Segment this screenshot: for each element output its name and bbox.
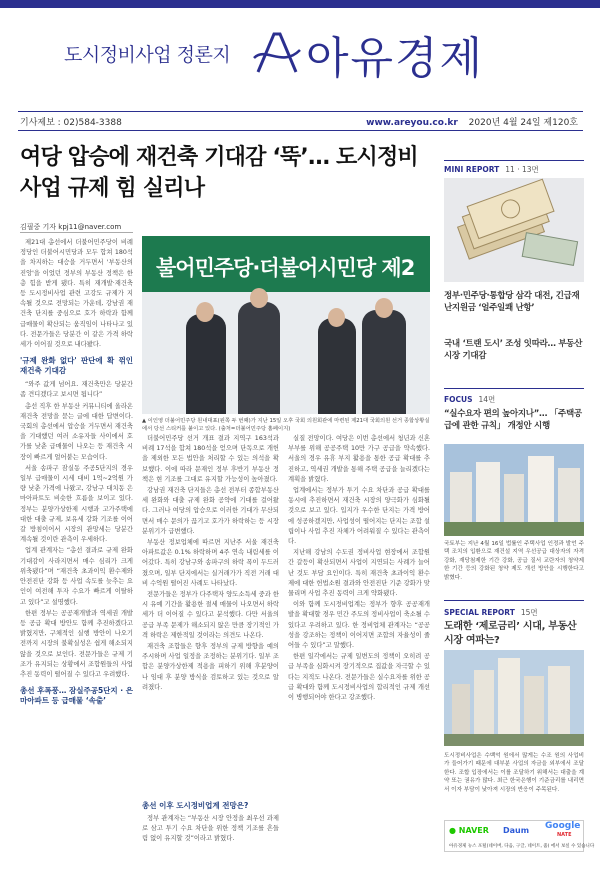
article-paragraph: 업계에서는 정부가 투기 수요 차단과 공급 확대를 동시에 추진하면서 재건축 시장의 양극화가 심화될 것으로 보고 있다. 입지가 우수한 단지는 가격 방어에 성공하겠지만, 사업성이 떨어지는 단지는 조합 설립이나 사업 추진 자체가 어려워질 수 있다는 관측이다. — [288, 487, 430, 546]
special-report-title[interactable]: 도래한 ‘제로금리’ 시대, 부동산 시장 여파는? — [444, 621, 577, 646]
article-paragraph: 이와 함께 도시정비업계는 정부가 향후 공공재개발을 확대할 경우 민간 주도의 정비사업이 축소될 수 있다고 우려하고 있다. 한 정비업체 관계자는 “공공성을 강조하는 정책이 이어지면 조합의 자율성이 줄어들 수 있다”고 말했다. — [288, 601, 430, 650]
special-report-body: 도시정비사업은 수백억 원에서 많게는 수조 원의 사업비가 들어가기 때문에 대부분 사업의 자금을 외부에서 조달한다. 조합 입장에서는 이를 조달하기 위해서는 대출을 계약 또는 권유가 많다. 최근 한국은행이 기준금리를 내리면서 이자 부담이 낮아져 시장의 반응이 주목된다. — [444, 753, 584, 793]
focus-image — [444, 444, 584, 536]
mini-report-image — [444, 178, 584, 282]
article-paragraph: “와주 값게 넘어요. 재건축만은 당분간 좀 견디겠다고 보시면 됩니다” — [20, 381, 133, 399]
article-paragraph: 전문가들은 정부가 다주택자 양도소득세 중과 한시 유예 기간을 활용한 절세 매물이 나오면서 하락세가 더 이어질 수 있다고 분석했다. 다만 서울의 공급 부족 문제가 해소되지 않은 만큼 장기적인 가격 하락은 제한적일 것이라는 의견도 나온다. — [142, 591, 279, 639]
apartment-complex-icon — [444, 444, 584, 536]
money-stack-icon — [444, 178, 584, 282]
mini-report-title-1[interactable]: 정부·민주당·통합당 삼각 대전, 긴급재난지원금 ‘얼주일쾌 난항’ — [444, 291, 580, 313]
article-paragraph: 한편 정부는 공공재개발과 역세권 개발 등 공급 확대 방안도 함께 추진하겠다고 밝혔지만, 구체적인 실행 방안이 나오기 전까지 시장의 불확실성은 쉽게 해소되지 않을 것으로 보인다. 전문가들은 규제 기조가 유지되는 상황에서 조합원들의 사업 추진 동력이 떨어질 수 있다고 우려했다. — [20, 609, 133, 678]
portal-banner[interactable] — [444, 820, 595, 852]
photo-person — [238, 302, 280, 414]
tip-phone: 기사제보 : 02)584-3388 — [20, 118, 122, 128]
article-headline — [20, 142, 430, 204]
issue-info — [366, 115, 578, 128]
sidebar-rule — [444, 388, 584, 389]
headline-line-1: 여당 압승에 재건축 기대감 ‘뚝’… 도시정비 — [20, 145, 418, 170]
byline-rule — [20, 232, 133, 233]
masthead-top-bar — [0, 0, 600, 8]
photo-person — [186, 314, 226, 414]
article-paragraph: 더불어민주당 선거 개표 결과 지역구 163석과 비례 17석을 합쳐 180석을 얻으며 단독으로 개헌을 제외한 모든 법안을 처리할 수 있는 의석을 확보했다. 이에 따라 문재인 정부 후반기 부동산 정책은 현 기조를 그대로 유지할 가능성이 높아졌다. — [142, 435, 279, 483]
focus-tag — [444, 394, 495, 405]
photo-person-head — [196, 302, 214, 322]
article-paragraph: 한편 일각에서는 규제 일변도의 정책이 오히려 공급 부족을 심화시켜 장기적으로 집값을 자극할 수 있다는 지적도 나온다. 전문가들은 실수요자를 위한 공급 확대와 함께 도시정비사업의 합리적인 규제 개선이 병행되어야 한다고 강조했다. — [288, 653, 430, 702]
article-column-2 — [142, 434, 279, 796]
apartment-towers-icon — [444, 650, 584, 746]
focus-page: 14면 — [478, 395, 496, 404]
focus-label: FOCUS — [444, 395, 473, 404]
article-subhead: 총선 이후 도시정비업계 전망은? — [142, 801, 249, 810]
article-paragraph: 부동산 정보업체에 따르면 지난주 서울 재건축 아파트값은 0.1% 하락하며 4주 연속 내림세를 이어갔다. 특히 강남구와 송파구의 하락 폭이 두드러졌으며, 일부 단지에서는 실거래가가 직전 거래 대비 수억원 떨어진 사례도 나타났다. — [142, 539, 279, 587]
article-paragraph: 강남권 재건축 단지들은 총선 전부터 종합부동산세 완화와 대출 규제 완화 공약에 기대를 걸어왔다. 그러나 여당의 압승으로 이러한 기대가 무산되면서 매수 문의가 끊기고 호가가 하락하는 등 시장 분위기가 급변했다. — [142, 487, 279, 535]
article-column-2-tail — [142, 814, 279, 870]
article-subhead: 총선 후폭풍… 잠실주공5단지 · 은마아파트 등 급매물 ‘속출’ — [20, 686, 133, 706]
info-bar — [0, 112, 600, 130]
article-subhead: '규제 완화 없다' 판단에 확 꺾인 재건축 기대감 — [20, 356, 133, 376]
google-logo: Google — [545, 821, 581, 831]
sidebar-rule — [444, 160, 584, 161]
article-paragraph: 업계 관계자는 “총선 결과로 규제 완화 기대감이 사라지면서 매수 심리가 크게 위축됐다”며 “재건축 초과이익 환수제와 안전진단 강화 등 사업 속도를 늦추는 요인이 여전해 투자 수요가 빠르게 이탈하고 있다”고 설명했다. — [20, 547, 133, 606]
masthead-logo: 아유경제 — [306, 33, 485, 84]
nate-logo: NATE — [557, 832, 572, 838]
article-photo — [142, 236, 430, 414]
mini-report-page: 11 · 13면 — [505, 165, 539, 174]
masthead-tagline: 도시정비사업 정론지 — [64, 44, 231, 66]
mini-report-title-2[interactable]: 국내 ‘트랜 도시’ 조성 잇따라… 부동산시장 기대감 — [444, 339, 583, 361]
article-paragraph: 정부 관계자는 “부동산 시장 안정을 최우선 과제로 삼고 투기 수요 차단을 위한 정책 기조를 흔들림 없이 유지할 것”이라고 밝혔다. — [142, 815, 279, 843]
issue-date: 2020년 4월 24일 제120호 — [468, 118, 578, 128]
special-report-page: 15면 — [520, 608, 538, 617]
special-report-tag — [444, 607, 538, 618]
mini-report-tag — [444, 164, 539, 175]
special-report-label: SPECIAL REPORT — [444, 608, 515, 617]
article-paragraph: 총선 직후 한 부동산 커뮤니티에 올라온 재건축 전망을 묻는 글에 대한 답변이다. 국회의 총선에서 압승을 거두면서 재건축을 기대했던 여러 소유자들 사이에서 호가를 낮춘 급매물이 나오는 등 재건축 시장이 빠르게 얼어붙는 모습이다. — [20, 402, 133, 461]
headline-line-2: 사업 규제 힘 실리나 — [20, 176, 205, 201]
sidebar-rule — [444, 600, 584, 601]
logo-mark-icon — [252, 28, 302, 78]
article-paragraph: 서울 송파구 잠실동 주공5단지의 경우 일부 급매물이 시세 대비 1억~2억원 가량 낮춘 가격에 나왔고, 강남구 대치동 은마아파트도 비슷한 흐름을 보이고 있다. 정부는 분양가상한제 시행과 고가주택에 대한 대출 규제, 보유세 강화 기조를 이어갈 방침이어서 시장의 관망세는 당분간 계속될 것이란 관측이 우세하다. — [20, 464, 133, 544]
focus-body: 국토부는 지난 4월 16일 법률인 주택사업 인정과 발언 주택 조치의 입환으로 재건설 지역 우선공급 대상자의 자격 강화, 재당첨제한 기간 강화, 공급 질서 교란자의 청약제한 기간 등의 강화된 청약 제도 개선 방안을 시행한다고 밝혔다. — [444, 541, 584, 581]
photo-person-head — [328, 308, 345, 327]
article-paragraph: 제21대 총선에서 더불어민주당이 비례정당인 더불어시민당과 모두 합쳐 180석을 차지하는 대승을 거두면서 '부동산의 진앙'을 이었던 정부의 부동산 정책은 한층 힘을 받게 됐다. 특히 재개발·재건축 등 도시정비사업 관련 고강도 규제가 지속될 것으로 전망되는 가운데, 강남권 재건축 단지를 중심으로 호가 하락과 함께 급매물이 확산되는 움직임이 나타나고 있다. 전문가들은 당분간 이 같은 가격 하락세가 이어질 것으로 내다봤다. — [20, 239, 133, 349]
daum-logo: Daum — [503, 826, 530, 835]
portal-note: 아유경제 뉴스 포털(네이버, 다음, 구글, 네이트, 줌) 에서 보실 수 있습니다 — [449, 844, 595, 849]
site-link[interactable]: www.areyou.co.kr — [366, 118, 458, 128]
article-paragraph: 재건축 조합들은 향후 정부의 규제 방향을 예의주시하며 사업 일정을 조정하는 분위기다. 일부 조합은 분양가상한제 적용을 피하기 위해 후분양이나 임대 후 분양 방식을 검토하고 있는 것으로 알려졌다. — [142, 643, 279, 691]
info-rule-bottom — [18, 130, 583, 131]
photo-person-head — [375, 298, 393, 318]
article-paragraph: 지난해 강남의 수도권 정비사업 현장에서 조합원 간 갈등이 확산되면서 사업이 지연되는 사례가 늘어난 것도 부담 요인이다. 특히 재건축 초과이익 환수제에 대한 헌법소원 결과와 안전진단 기준 강화가 맞물리며 사업 추진 동력이 크게 약화됐다. — [288, 549, 430, 598]
photo-caption: ▲ 이인영 더불어민주당 원내대표(왼쪽 두 번째)가 지난 15일 오후 국회 의원회관에 마련된 제21대 국회의원 선거 종합상황실에서 당선 스티커를 붙이고 있다. (출처=더불어민주당 홈페이지) — [142, 418, 430, 432]
article-paragraph: 실질 전망이다. 여당은 이번 총선에서 청년과 신혼부부를 위해 공공주택 10만 가구 공급을 약속했다. 서울의 경우 유휴 부지 활용을 통한 공급 확대를 추진하고, 역세권 개발을 통해 주택 공급을 늘리겠다는 계획을 밝혔다. — [288, 435, 430, 483]
photo-person — [362, 310, 406, 414]
photo-person — [318, 318, 356, 414]
photo-banner-text: 불어민주당·더불어시민당 제2 — [156, 256, 415, 280]
article-column-3 — [288, 434, 430, 870]
focus-title[interactable]: “실수요자 편의 높아지나”… 「주택공급에 관한 규칙」 개정안 시행 — [444, 409, 582, 431]
mini-report-label: MINI REPORT — [444, 165, 500, 174]
byline: 김필중 기자 kpj11@naver.com — [20, 223, 122, 231]
masthead — [0, 0, 600, 100]
naver-logo: ● NAVER — [449, 826, 489, 835]
special-report-image — [444, 650, 584, 746]
article-column-1 — [20, 238, 133, 870]
photo-person-head — [250, 288, 268, 308]
